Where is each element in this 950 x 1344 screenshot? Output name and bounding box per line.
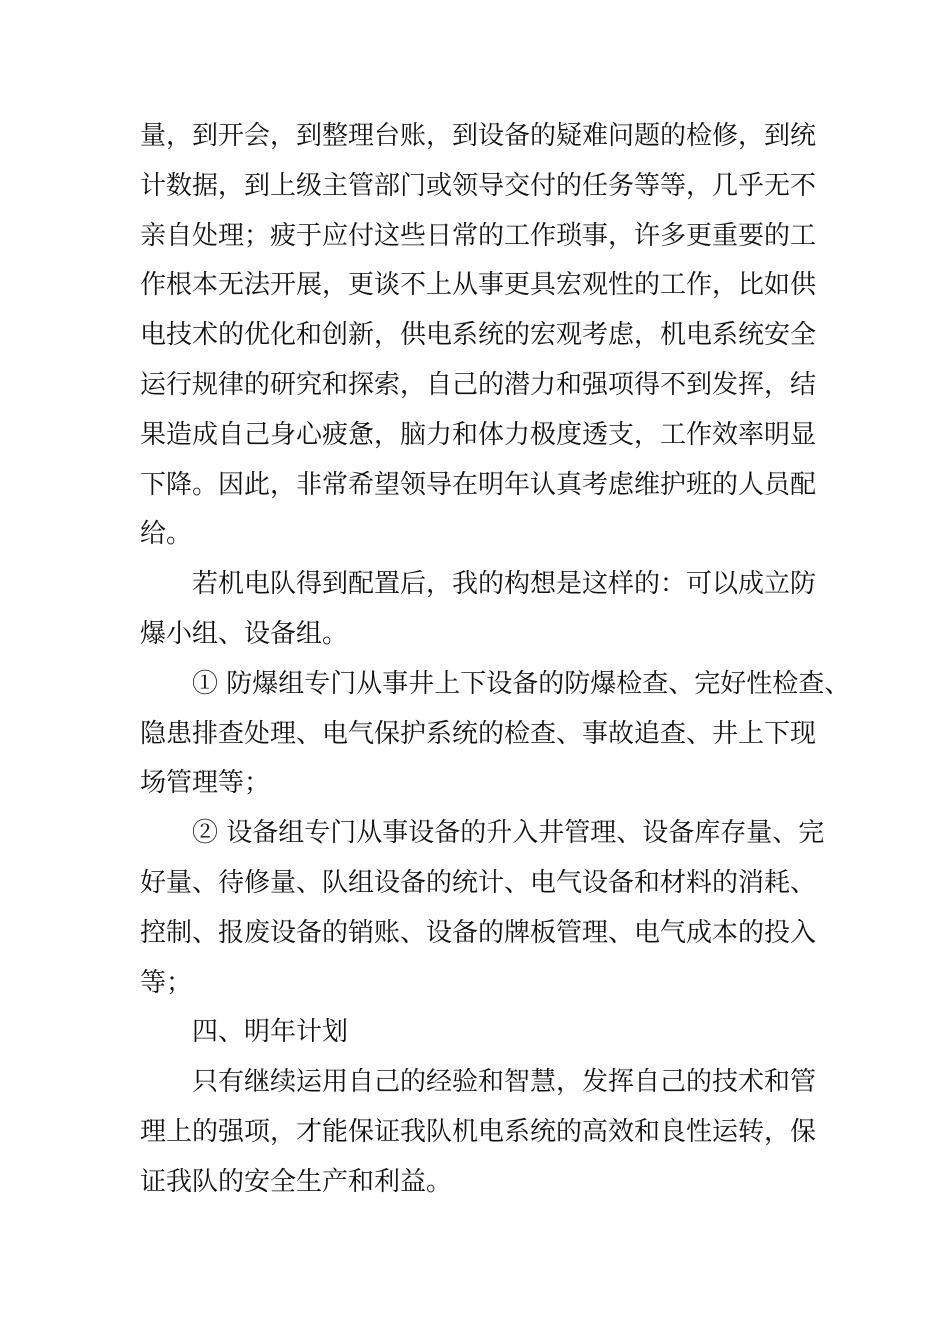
text-line: 给。 [140,519,193,550]
text-line: 电技术的优化和创新，供电系统的宏观考虑，机电系统安全 [140,320,817,351]
list-item-line: ① 防爆组专门从事井上下设备的防爆检查、完好性检查、 [192,668,851,699]
text-line: 好量、待修量、队组设备的统计、电气设备和材料的消耗、 [140,867,817,898]
paragraph-start-line: 只有继续运用自己的经验和智慧，发挥自己的技术和管 [192,1067,817,1098]
text-line: 场管理等； [140,768,271,799]
section-heading: 四、明年计划 [192,1017,349,1048]
text-line: 运行规律的研究和探索，自己的潜力和强项得不到发挥，结 [140,369,817,400]
document-body [140,112,851,1208]
text-line: 计数据，到上级主管部门或领导交付的任务等等，几乎无不 [140,170,817,201]
text-line: 亲自处理；疲于应付这些日常的工作琐事，许多更重要的工 [140,220,817,251]
list-item-line: ② 设备组专门从事设备的升入井管理、设备库存量、完 [192,818,825,849]
text-line: 隐患排查处理、电气保护系统的检查、事故追查、井上下现 [140,718,817,749]
text-line: 控制、报废设备的销账、设备的牌板管理、电气成本的投入 [140,917,817,948]
text-line: 作根本无法开展，更谈不上从事更具宏观性的工作，比如供 [140,270,817,301]
text-line: 爆小组、设备组。 [140,618,349,649]
text-line: 下降。因此，非常希望领导在明年认真考虑维护班的人员配 [140,469,817,500]
text-line: 量，到开会，到整理台账，到设备的疑难问题的检修，到统 [140,121,817,151]
text-line: 理上的强项，才能保证我队机电系统的高效和良性运转，保 [140,1116,817,1147]
text-line: 证我队的安全生产和利益。 [140,1166,453,1197]
text-line: 等； [140,967,193,998]
text-line: 果造成自己身心疲惫，脑力和体力极度透支，工作效率明显 [140,419,817,450]
paragraph-start-line: 若机电队得到配置后，我的构想是这样的：可以成立防 [192,569,817,600]
